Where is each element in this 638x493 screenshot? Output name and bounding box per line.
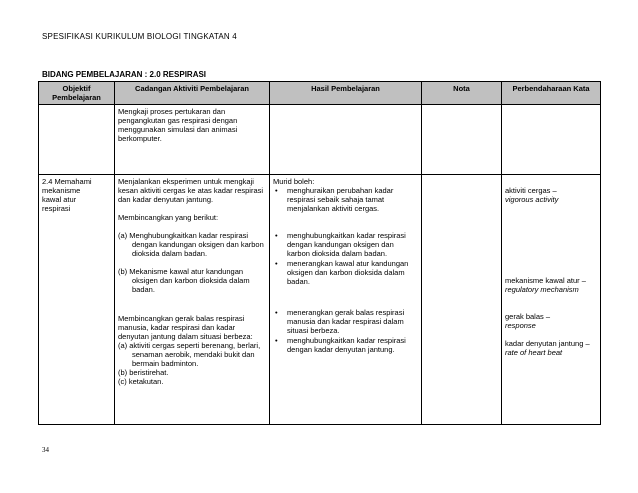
col-header-activity: Cadangan Aktiviti Pembelajaran	[115, 82, 270, 105]
vocabulary-cell	[502, 105, 601, 175]
page-header: SPESIFIKASI KURIKULUM BIOLOGI TINGKATAN 4	[42, 32, 237, 41]
activity-subitem: (c) ketakutan.	[118, 377, 164, 386]
activity-subitem: (a) Menghubungkaitkan kadar respirasi dengan kandungan oksigen dan karbon dioksida dalam badan.	[118, 231, 264, 258]
activity-text: Mengkaji proses pertukaran dan pengangkutan gas respirasi dengan menggunakan simulasi dan animasi berkomputer.	[118, 107, 238, 143]
notes-cell	[422, 105, 502, 175]
activity-text: Membincangkan gerak balas respirasi manusia, kadar respirasi dan kadar denyutan jantung dalam situasi berbeza:	[118, 314, 253, 341]
page-number: 34	[42, 446, 49, 454]
objective-cell	[39, 175, 115, 425]
section-title: BIDANG PEMBELAJARAN : 2.0 RESPIRASI	[42, 70, 207, 79]
vocab-english: response	[505, 321, 536, 330]
activity-text: Menjalankan eksperimen untuk mengkaji kesan aktiviti cergas ke atas kadar respirasi dan kadar denyutan jantung.	[118, 177, 264, 204]
activity-subitem: (a) aktiviti cergas seperti berenang, berlari, senaman aerobik, mendaki bukit dan bermain badminton.	[118, 341, 261, 368]
curriculum-table	[38, 81, 601, 425]
list-item: • menerangkan gerak balas respirasi manusia dan kadar respirasi dalam situasi berbeza.	[287, 308, 418, 335]
vocab-english: regulatory mechanism	[505, 285, 579, 294]
vocab-malay: aktiviti cergas –	[505, 186, 557, 195]
vocab-entry	[505, 276, 597, 294]
table-header-row	[39, 82, 601, 105]
outcome-intro: Murid boleh:	[273, 177, 315, 186]
col-header-notes: Nota	[422, 82, 502, 105]
vocab-english: vigorous activity	[505, 195, 559, 204]
vocabulary-cell	[502, 175, 601, 425]
list-item: • menghubungkaitkan kadar respirasi dengan kadar denyutan jantung.	[287, 336, 418, 354]
activity-subitem: (b) Mekanisme kawal atur kandungan oksigen dan karbon dioksida dalam badan.	[118, 267, 250, 294]
col-header-outcome: Hasil Pembelajaran	[270, 82, 422, 105]
table-row	[39, 105, 601, 175]
activity-cell	[115, 105, 270, 175]
activity-cell	[115, 175, 270, 425]
list-item: • menghuraikan perubahan kadar respirasi sebaik sahaja tamat menjalankan aktiviti cergas.	[287, 186, 418, 213]
col-header-objective: Objektif Pembelajaran	[39, 82, 115, 105]
notes-cell	[422, 175, 502, 425]
outcome-cell	[270, 175, 422, 425]
vocab-english: rate of heart beat	[505, 348, 563, 357]
activity-subitem: (b) beristirehat.	[118, 368, 169, 377]
vocab-entry	[505, 339, 597, 357]
col-header-vocabulary: Perbendaharaan Kata	[502, 82, 601, 105]
outcome-cell	[270, 105, 422, 175]
outcome-list	[273, 186, 418, 354]
list-item: • menghubungkaitkan kadar respirasi dengan kandungan oksigen dan karbon dioksida dalam badan.	[287, 231, 418, 258]
vocab-entry	[505, 186, 597, 204]
table-row	[39, 175, 601, 425]
list-item: • menerangkan kawal atur kandungan oksigen dan karbon dioksida dalam badan.	[287, 259, 418, 286]
objective-cell	[39, 105, 115, 175]
vocab-entry	[505, 312, 597, 330]
vocab-malay: mekanisme kawal atur –	[505, 276, 586, 285]
vocab-malay: gerak balas –	[505, 312, 551, 321]
activity-text: Membincangkan yang berikut:	[118, 213, 219, 222]
vocab-malay: kadar denyutan jantung –	[505, 339, 590, 348]
objective-text: 2.4 Memahami mekanisme kawal atur respirasi	[42, 177, 92, 213]
